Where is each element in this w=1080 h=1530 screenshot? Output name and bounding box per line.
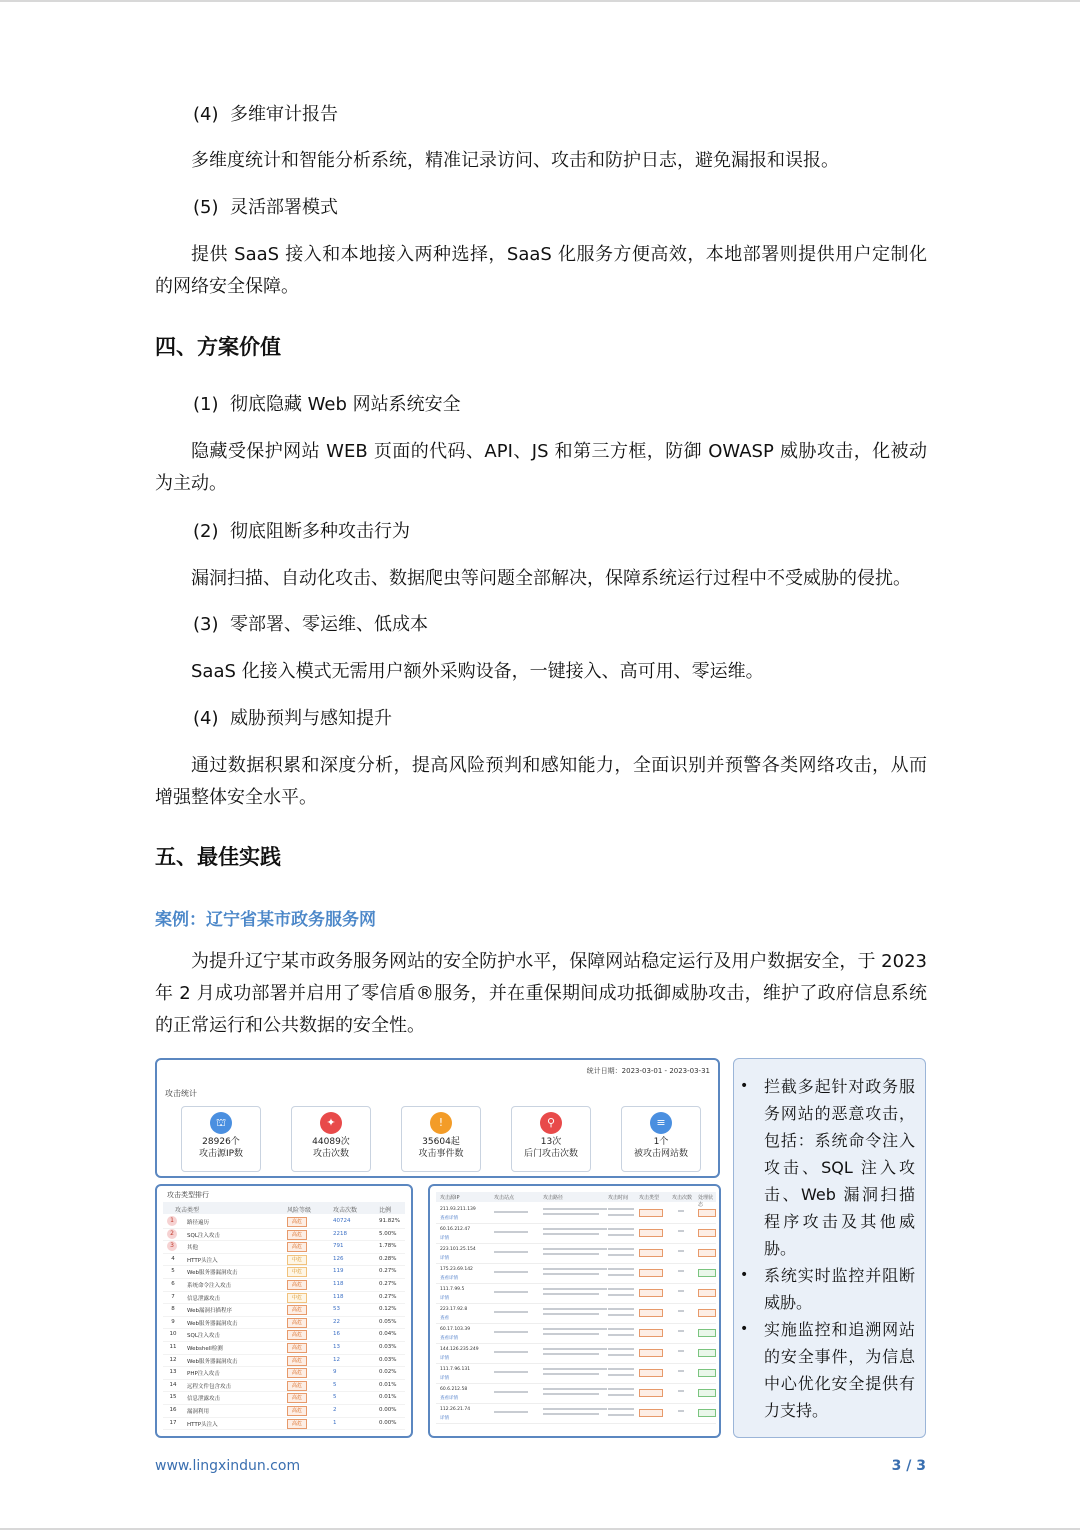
stat-label: 攻击事件数 (418, 1149, 464, 1159)
time-placeholder (608, 1374, 634, 1376)
rank-number: 2 (167, 1229, 177, 1239)
attack-percentage: 0.00% (379, 1419, 397, 1426)
site-placeholder (494, 1331, 528, 1333)
ranking-row (163, 1392, 405, 1405)
detail-link[interactable]: 详情 (440, 1416, 449, 1421)
path-placeholder (543, 1393, 599, 1395)
time-placeholder (608, 1334, 634, 1336)
ranking-row (163, 1254, 405, 1267)
attack-type-name: Web服务器漏洞攻击 (187, 1320, 238, 1327)
attack-type-name: 其他 (187, 1245, 199, 1252)
attack-percentage: 0.01% (379, 1381, 397, 1388)
col-ip: 攻击源IP (440, 1195, 460, 1201)
attack-percentage: 1.78% (379, 1243, 397, 1250)
col-attack-count: 攻击次数 (672, 1195, 693, 1201)
time-placeholder (608, 1414, 634, 1416)
risk-level-badge: 高危 (287, 1242, 307, 1252)
attack-count: 126 (333, 1255, 344, 1262)
attack-type-name: 信息泄露攻击 (187, 1396, 221, 1403)
source-ip: 223.17.92.8 (440, 1307, 468, 1312)
risk-level-badge: 高危 (287, 1217, 307, 1227)
site-placeholder (494, 1351, 528, 1353)
rank-number: 15 (169, 1394, 177, 1401)
count-placeholder (678, 1270, 684, 1272)
time-placeholder (608, 1394, 634, 1396)
time-placeholder (608, 1308, 634, 1310)
risk-level-badge: 高危 (287, 1381, 307, 1391)
rank-number: 1 (167, 1216, 177, 1226)
path-placeholder (543, 1208, 607, 1210)
time-placeholder (608, 1368, 634, 1370)
ranking-row (163, 1418, 405, 1431)
attack-count: 12 (333, 1356, 340, 1363)
path-placeholder (543, 1308, 607, 1310)
para-zero-cost: SaaS 化接入模式无需用户额外采购设备，一键接入、高可用、零运维。 (191, 661, 764, 682)
stat-card-backdoor (511, 1106, 591, 1172)
attack-count: 16 (333, 1331, 340, 1338)
site-placeholder (494, 1391, 528, 1393)
attack-type-badge (639, 1369, 663, 1377)
site-placeholder (494, 1411, 528, 1413)
col-level: 风险等级 (287, 1207, 312, 1214)
rank-number: 3 (167, 1241, 177, 1251)
path-placeholder (543, 1388, 607, 1390)
risk-level-badge: 中危 (287, 1293, 307, 1303)
rank-number: 13 (169, 1369, 177, 1376)
time-placeholder (608, 1248, 634, 1250)
path-placeholder (543, 1293, 599, 1295)
time-placeholder (608, 1208, 634, 1210)
site-placeholder (494, 1311, 528, 1313)
path-placeholder (543, 1313, 599, 1315)
source-ip: 144.126.235.249 (440, 1347, 479, 1352)
risk-level-badge: 中危 (287, 1267, 307, 1277)
shield-icon: ⛫ (210, 1112, 232, 1134)
status-badge (698, 1229, 716, 1237)
col-count: 攻击次数 (333, 1207, 358, 1214)
rank-number: 17 (169, 1419, 177, 1426)
attack-stats-panel (155, 1058, 720, 1178)
para-hide-web: 隐藏受保护网站 WEB 页面的代码、API、JS 和第三方框，防御 OWASP 威胁攻击，化被动为主动。 (155, 441, 927, 494)
detail-link[interactable]: 查看详情 (440, 1216, 458, 1221)
count-placeholder (678, 1310, 684, 1312)
stat-label: 后门攻击次数 (523, 1149, 578, 1159)
path-placeholder (543, 1368, 607, 1370)
detail-link[interactable]: 详情 (440, 1376, 449, 1381)
attack-type-name: SQL注入攻击 (187, 1333, 220, 1340)
count-placeholder (678, 1350, 684, 1352)
summary-item: • 拦截多起针对政务服务网站的恶意攻击，包括：系统命令注入攻击、SQL 注入攻击、Web 漏洞扫描程序攻击及其他威胁。 (764, 1073, 915, 1262)
path-placeholder (543, 1233, 599, 1235)
attack-percentage: 0.27% (379, 1268, 397, 1275)
path-placeholder (543, 1373, 599, 1375)
attack-count: 9 (333, 1369, 337, 1376)
ranking-row (163, 1405, 405, 1418)
log-rows (436, 1204, 716, 1424)
summary-item: • 系统实时监控并阻断威胁。 (764, 1262, 915, 1316)
ranking-row (163, 1329, 405, 1342)
detail-link[interactable]: 查看详情 (440, 1396, 458, 1401)
path-placeholder (543, 1253, 599, 1255)
log-row (436, 1364, 716, 1384)
site-placeholder (494, 1231, 528, 1233)
attack-type-badge (639, 1289, 663, 1297)
attack-percentage: 91.82% (379, 1218, 400, 1224)
risk-level-badge: 高危 (287, 1393, 307, 1403)
rank-number: 11 (169, 1343, 177, 1350)
para-deploy-mode: 提供 SaaS 接入和本地接入两种选择，SaaS 化服务方便高效，本地部署则提供用户定制化的网络安全保障。 (155, 244, 927, 297)
log-row (436, 1304, 716, 1324)
warning-icon: ! (430, 1112, 452, 1134)
col-status: 处理状态 (698, 1195, 714, 1208)
attack-percentage: 0.05% (379, 1318, 397, 1325)
item-audit-report: (4) 多维审计报告 (193, 104, 338, 125)
attack-percentage: 0.03% (379, 1356, 397, 1363)
rank-number: 5 (171, 1268, 175, 1275)
ranking-row (163, 1279, 405, 1292)
attack-type-name: HTTP头注入 (187, 1257, 218, 1264)
time-placeholder (608, 1214, 634, 1216)
heading-best-practice: 五、最佳实践 (155, 845, 281, 869)
attack-type-name: Webshell检测 (187, 1345, 223, 1352)
path-placeholder (543, 1213, 599, 1215)
stat-label: 攻击次数 (312, 1149, 349, 1159)
detail-link[interactable]: 查看详情 (440, 1276, 458, 1281)
time-placeholder (608, 1274, 634, 1276)
risk-level-badge: 中危 (287, 1255, 307, 1265)
rank-number: 16 (169, 1406, 177, 1413)
status-badge (698, 1329, 716, 1337)
para-audit-report: 多维度统计和智能分析系统，精准记录访问、攻击和防护日志，避免漏报和误报。 (191, 150, 839, 171)
time-placeholder (608, 1268, 634, 1270)
path-placeholder (543, 1268, 607, 1270)
status-badge (698, 1269, 716, 1277)
attack-count: 2218 (333, 1230, 347, 1237)
stat-label: 被攻击网站数 (633, 1149, 688, 1159)
attack-type-name: 路径遍历 (187, 1220, 210, 1226)
footer-url[interactable]: www.lingxindun.com (155, 1458, 301, 1474)
time-placeholder (608, 1288, 634, 1290)
ranking-row (163, 1380, 405, 1393)
path-placeholder (543, 1413, 599, 1415)
risk-level-badge: 高危 (287, 1368, 307, 1378)
risk-level-badge: 高危 (287, 1305, 307, 1315)
time-placeholder (608, 1388, 634, 1390)
attack-type-name: 远程文件包含攻击 (187, 1383, 232, 1390)
rank-number: 8 (171, 1306, 175, 1313)
rank-number: 9 (171, 1318, 175, 1325)
item-block-attacks: (2) 彻底阻断多种攻击行为 (193, 521, 410, 542)
site-placeholder (494, 1211, 528, 1213)
target-icon: ✦ (320, 1112, 342, 1134)
case-title: 案例：辽宁省某市政务服务网 (155, 910, 376, 930)
attack-type-badge (639, 1389, 663, 1397)
time-placeholder (608, 1234, 634, 1236)
count-placeholder (678, 1330, 684, 1332)
count-placeholder (678, 1410, 684, 1412)
date-range: 统计日期：2023-03-01 - 2023-03-31 (586, 1067, 710, 1075)
item-zero-cost: (3) 零部署、零运维、低成本 (193, 614, 428, 635)
col-time: 攻击时间 (608, 1195, 629, 1201)
status-badge (698, 1409, 716, 1417)
site-placeholder (494, 1371, 528, 1373)
risk-level-badge: 高危 (287, 1419, 307, 1429)
attack-type-badge (639, 1309, 663, 1317)
count-placeholder (678, 1250, 684, 1252)
attack-count: 5 (333, 1394, 337, 1401)
attack-count: 22 (333, 1318, 340, 1325)
page-number: 3 / 3 (891, 1458, 926, 1474)
ranking-rows (163, 1216, 405, 1430)
status-badge (698, 1389, 716, 1397)
attack-count: 1 (333, 1419, 337, 1426)
log-row (436, 1284, 716, 1304)
risk-level-badge: 高危 (287, 1343, 307, 1353)
risk-level-badge: 高危 (287, 1330, 307, 1340)
detail-link[interactable]: 详情 (440, 1296, 449, 1301)
stat-value: 1个 (653, 1137, 669, 1147)
source-ip: 211.93.211.139 (440, 1207, 476, 1212)
ranking-row (163, 1229, 405, 1242)
path-placeholder (543, 1273, 599, 1275)
source-ip: 60.17.103.39 (440, 1327, 471, 1332)
attack-percentage: 0.00% (379, 1406, 397, 1413)
ranking-row (163, 1367, 405, 1380)
attack-count: 13 (333, 1343, 340, 1350)
ranking-header (163, 1202, 405, 1214)
detail-link[interactable]: 查看详情 (440, 1336, 458, 1341)
attack-percentage: 0.12% (379, 1306, 397, 1313)
source-ip: 60.6.212.58 (440, 1387, 468, 1392)
risk-level-badge: 高危 (287, 1406, 307, 1416)
attack-count: 5 (333, 1381, 337, 1388)
heading-solution-value: 四、方案价值 (155, 335, 281, 359)
ranking-row (163, 1304, 405, 1317)
ranking-row (163, 1342, 405, 1355)
rank-number: 4 (171, 1255, 175, 1262)
attack-percentage: 0.27% (379, 1293, 397, 1300)
detail-link[interactable]: 详情 (440, 1356, 449, 1361)
ranking-row (163, 1216, 405, 1229)
stat-card-attack-count (291, 1106, 371, 1172)
status-badge (698, 1289, 716, 1297)
attack-count: 53 (333, 1306, 340, 1313)
attack-type-badge (639, 1409, 663, 1417)
stat-value: 35604起 (422, 1137, 460, 1147)
count-placeholder (678, 1390, 684, 1392)
status-badge (698, 1209, 716, 1217)
site-placeholder (494, 1251, 528, 1253)
source-ip: 111.7.99.5 (440, 1287, 465, 1292)
path-placeholder (543, 1288, 607, 1290)
top-rule (0, 0, 1080, 2)
time-placeholder (608, 1348, 634, 1350)
stat-value: 28926个 (202, 1137, 240, 1147)
log-row (436, 1244, 716, 1264)
attack-type-name: Web漏洞扫描程序 (187, 1308, 232, 1315)
col-pct: 比例 (379, 1207, 392, 1214)
case-summary-panel (733, 1058, 926, 1438)
attack-type-badge (639, 1329, 663, 1337)
log-row (436, 1204, 716, 1224)
attack-type-badge (639, 1269, 663, 1277)
attack-type-name: Web服务器漏洞攻击 (187, 1270, 238, 1277)
attack-type-badge (639, 1349, 663, 1357)
attack-count: 118 (333, 1293, 344, 1300)
status-badge (698, 1369, 716, 1377)
time-placeholder (608, 1294, 634, 1296)
attack-count: 791 (333, 1243, 344, 1250)
time-placeholder (608, 1254, 634, 1256)
source-ip: 60.16.212.47 (440, 1227, 471, 1232)
attack-type-name: 漏洞利用 (187, 1408, 210, 1415)
ranking-row (163, 1355, 405, 1368)
stat-card-sites (621, 1106, 701, 1172)
attack-percentage: 5.00% (379, 1230, 397, 1237)
col-site: 攻击站点 (494, 1195, 515, 1201)
path-placeholder (543, 1333, 599, 1335)
stat-value: 44089次 (312, 1137, 350, 1147)
attack-type-badge (639, 1229, 663, 1237)
attack-count: 119 (333, 1268, 344, 1275)
attack-type-name: PHP注入攻击 (187, 1371, 220, 1378)
stat-card-events (401, 1106, 481, 1172)
attack-type-name: 系统命令注入攻击 (187, 1282, 232, 1289)
attack-log-panel (428, 1184, 721, 1438)
site-placeholder (494, 1271, 528, 1273)
attack-type-ranking-panel (155, 1184, 413, 1438)
unlock-icon: ⚲ (540, 1112, 562, 1134)
detail-link[interactable]: 详情 (440, 1256, 449, 1261)
risk-level-badge: 高危 (287, 1318, 307, 1328)
source-ip: 111.7.96.131 (440, 1367, 471, 1372)
list-icon: ≡ (650, 1112, 672, 1134)
attack-count: 2 (333, 1406, 337, 1413)
log-row (436, 1344, 716, 1364)
item-threat-awareness: (4) 威胁预判与感知提升 (193, 708, 392, 729)
path-placeholder (543, 1348, 607, 1350)
col-attack-type: 攻击类型 (639, 1195, 660, 1201)
attack-type-name: 信息泄露攻击 (187, 1295, 221, 1302)
attack-type-name: HTTP头注入 (187, 1421, 218, 1428)
attack-type-badge (639, 1209, 663, 1217)
attack-count: 40724 (333, 1218, 351, 1224)
attack-type-name: Web服务器漏洞攻击 (187, 1358, 238, 1365)
attack-percentage: 0.04% (379, 1331, 397, 1338)
source-ip: 112.26.21.74 (440, 1407, 471, 1412)
count-placeholder (678, 1210, 684, 1212)
risk-level-badge: 高危 (287, 1230, 307, 1240)
attack-count: 118 (333, 1280, 344, 1287)
detail-link[interactable]: 详情 (440, 1236, 449, 1241)
para-block-attacks: 漏洞扫描、自动化攻击、数据爬虫等问题全部解决，保障系统运行过程中不受威胁的侵扰。 (191, 568, 911, 589)
stat-card-source-ip (181, 1106, 261, 1172)
para-threat-awareness: 通过数据积累和深度分析，提高风险预判和感知能力，全面识别并预警各类网络攻击，从而增强整体安全水平。 (155, 755, 927, 808)
item-deploy-mode: (5) 灵活部署模式 (193, 197, 338, 218)
attack-percentage: 0.03% (379, 1343, 397, 1350)
time-placeholder (608, 1354, 634, 1356)
attack-type-name: SQL注入攻击 (187, 1232, 220, 1239)
log-row (436, 1384, 716, 1404)
status-badge (698, 1249, 716, 1257)
time-placeholder (608, 1328, 634, 1330)
log-header (436, 1192, 716, 1208)
site-placeholder (494, 1291, 528, 1293)
ranking-row (163, 1292, 405, 1305)
path-placeholder (543, 1353, 599, 1355)
path-placeholder (543, 1408, 607, 1410)
ranking-title: 攻击类型排行 (167, 1191, 209, 1199)
log-row (436, 1224, 716, 1244)
log-row (436, 1264, 716, 1284)
summary-item: • 实施监控和追溯网站的安全事件，为信息中心优化安全提供有力支持。 (764, 1316, 915, 1424)
detail-link[interactable]: 查看 (440, 1316, 449, 1321)
log-row (436, 1324, 716, 1344)
ranking-row (163, 1241, 405, 1254)
count-placeholder (678, 1290, 684, 1292)
rank-number: 14 (169, 1381, 177, 1388)
risk-level-badge: 高危 (287, 1280, 307, 1290)
ranking-row (163, 1317, 405, 1330)
item-hide-web: (1) 彻底隐藏 Web 网站系统安全 (193, 394, 461, 415)
count-placeholder (678, 1370, 684, 1372)
rank-number: 6 (171, 1280, 175, 1287)
rank-number: 12 (169, 1356, 177, 1363)
col-type: 攻击类型 (175, 1207, 200, 1214)
stats-title: 攻击统计 (165, 1089, 197, 1098)
time-placeholder (608, 1228, 634, 1230)
rank-number: 10 (169, 1331, 177, 1338)
path-placeholder (543, 1248, 607, 1250)
status-badge (698, 1309, 716, 1317)
attack-percentage: 0.02% (379, 1369, 397, 1376)
log-row (436, 1404, 716, 1424)
para-case: 为提升辽宁某市政务服务网站的安全防护水平，保障网站稳定运行及用户数据安全，于 2023 年 2 月成功部署并启用了零信盾®服务，并在重保期间成功抵御威胁攻击，维护了政府信息系统的正常运行和公共数据的安全性。 (155, 951, 927, 1036)
attack-percentage: 0.01% (379, 1394, 397, 1401)
rank-number: 7 (171, 1293, 175, 1300)
count-placeholder (678, 1230, 684, 1232)
path-placeholder (543, 1328, 607, 1330)
stat-value: 13次 (540, 1137, 562, 1147)
time-placeholder (608, 1314, 634, 1316)
attack-type-badge (639, 1249, 663, 1257)
stat-label: 攻击源IP数 (198, 1149, 244, 1159)
attack-percentage: 0.27% (379, 1280, 397, 1287)
source-ip: 175.23.69.142 (440, 1267, 473, 1272)
path-placeholder (543, 1228, 607, 1230)
status-badge (698, 1349, 716, 1357)
col-path: 攻击路径 (543, 1195, 564, 1201)
ranking-row (163, 1266, 405, 1279)
risk-level-badge: 高危 (287, 1356, 307, 1366)
attack-percentage: 0.28% (379, 1255, 397, 1262)
source-ip: 223.101.25.154 (440, 1247, 476, 1252)
time-placeholder (608, 1408, 634, 1410)
